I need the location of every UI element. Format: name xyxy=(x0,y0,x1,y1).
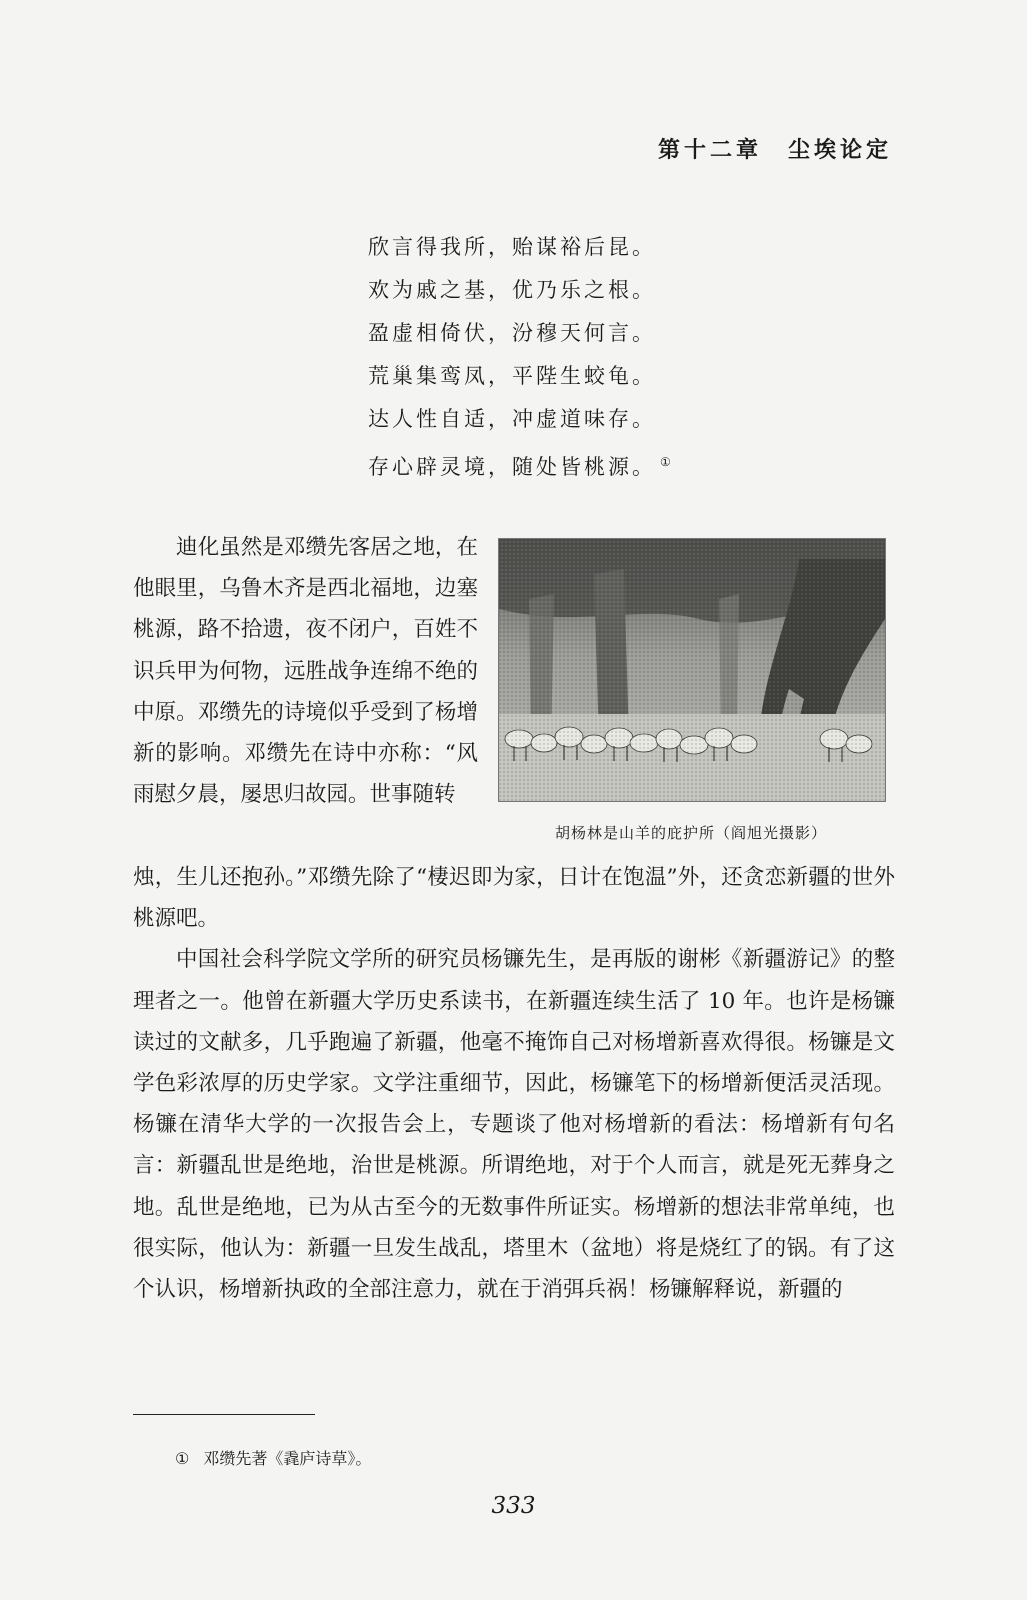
poem-line: 欣言得我所，贻谋裕后昆。 xyxy=(368,235,656,259)
figure-caption: 胡杨林是山羊的庇护所（阎旭光摄影） xyxy=(554,824,827,842)
paragraph-2: 中国社会科学院文学所的研究员杨镰先生，是再版的谢彬《新疆游记》的整理者之一。他曾在新疆大学历史系读书，在新疆连续生活了 10 年。也许是杨镰读过的文献多，几乎跑遍了新疆，他毫不掩饰自己对杨增新喜欢得很。杨镰是文学色彩浓厚的历史学家。文学注重细节，因此，杨镰笔下的杨增新便活灵活现。杨镰在清华大学的一次报告会上，专题谈了他对杨增新的看法：杨增新有句名言：新疆乱世是绝地，治世是桃源。所谓绝地，对于个人而言，就是死无葬身之地。乱世是绝地，已为从古至今的无数事件所证实。杨增新的想法非常单纯，也很实际，他认为：新疆一旦发生战乱，塔里木（盆地）将是烧红了的锅。有了这个认识，杨增新执政的全部注意力，就在于消弭兵祸！杨镰解释说，新疆的 xyxy=(133,947,895,1303)
poem-line: 达人性自适，冲虚道味存。 xyxy=(368,407,656,431)
footnote-reference: ① xyxy=(660,455,671,469)
running-head xyxy=(658,133,892,164)
paragraph-1-wrapped xyxy=(133,527,478,815)
main-text xyxy=(133,857,895,1310)
poem-line-last xyxy=(368,441,671,489)
poem-line: 欢为戚之基，优乃乐之根。 xyxy=(368,278,656,302)
paragraph-1-continued: 烛，生儿还抱孙。”邓缵先除了“棲迟即为家，日计在饱温”外，还贪恋新疆的世外桃源吧。 xyxy=(133,865,895,932)
poem-line-text: 存心辟灵境，随处皆桃源。 xyxy=(368,455,656,479)
poem-line: 盈虚相倚伏，汾穆天何言。 xyxy=(368,321,656,345)
footnote xyxy=(175,1446,371,1469)
footnote-divider xyxy=(133,1414,315,1415)
chapter-number: 第十二章 xyxy=(657,137,762,163)
paragraph-text: 迪化虽然是邓缵先客居之地，在他眼里，乌鲁木齐是西北福地，边塞桃源，路不拾遗，夜不闭户，百姓不识兵甲为何物，远胜战争连绵不绝的中原。邓缵先的诗境似乎受到了杨增新的影响。邓缵先在诗中亦称：“风雨慰夕晨，屡思归故园。世事随转 xyxy=(133,535,478,808)
poem xyxy=(368,226,671,489)
footnote-text: 邓缵先著《毳庐诗草》。 xyxy=(203,1449,372,1468)
photo-image xyxy=(499,539,885,801)
photo-poplar-forest-goats xyxy=(498,538,886,802)
footnote-mark: ① xyxy=(175,1449,190,1468)
chapter-title: 尘埃论定 xyxy=(787,137,892,163)
poem-line: 荒巢集鸾凤，平陛生蛟龟。 xyxy=(368,364,656,388)
page-number: 333 xyxy=(491,1493,536,1519)
